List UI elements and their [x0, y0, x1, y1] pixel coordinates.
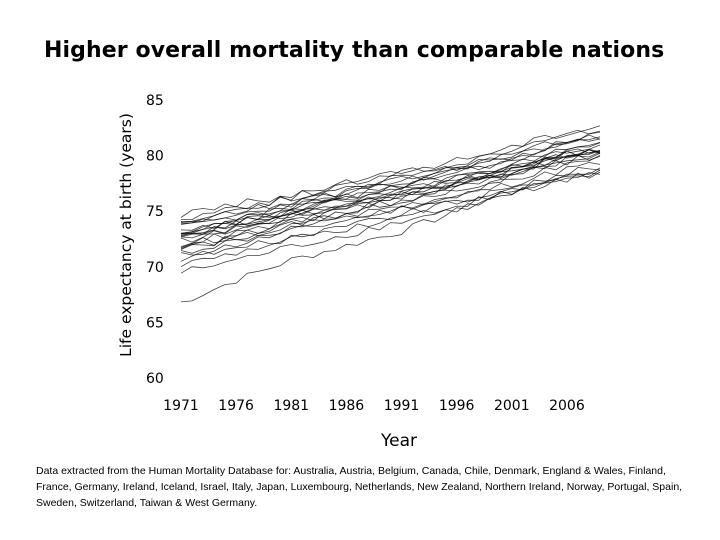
series-line — [181, 142, 600, 221]
x-tick-label: 1976 — [218, 398, 254, 414]
y-tick-label: 80 — [146, 148, 164, 165]
series-line — [181, 150, 600, 234]
y-tick-labels — [146, 93, 164, 387]
x-tick-label: 2001 — [493, 398, 530, 414]
x-tick-label: 1986 — [328, 398, 365, 414]
series-line — [181, 167, 600, 266]
y-tick-label: 60 — [146, 371, 164, 387]
x-tick-label: 1996 — [438, 398, 475, 414]
x-tick-label: 2006 — [549, 398, 585, 414]
y-tick-label: 70 — [146, 259, 164, 276]
x-tick-labels — [163, 398, 585, 414]
chart-title: Higher overall mortality than comparable nations — [44, 38, 665, 63]
x-tick-label: 1991 — [383, 398, 420, 414]
x-tick-label: 1971 — [163, 398, 199, 414]
x-axis-label: Year — [381, 431, 417, 451]
x-tick-label: 1981 — [273, 398, 310, 414]
y-tick-label: 75 — [146, 204, 164, 221]
series-line — [181, 168, 600, 302]
y-tick-label: 65 — [146, 315, 164, 332]
series-line — [181, 131, 600, 217]
series-line — [181, 155, 600, 248]
y-axis-label: Life expectancy at birth (years) — [117, 113, 135, 357]
series-lines — [181, 126, 600, 302]
data-source-caption: Data extracted from the Human Mortality Database for: Australia, Austria, Belgium, Canada, Chile, Denmark, England & Wales, Finland, France, Germany, Ireland, Iceland, Israel, Italy, Japan, Luxembourg, Netherlands, New Zealand, Northern Ireland, Norway, Portugal, Spain, Sweden, Switzerland, Taiwan & West Germany. — [36, 465, 683, 509]
y-tick-label: 85 — [146, 93, 164, 109]
